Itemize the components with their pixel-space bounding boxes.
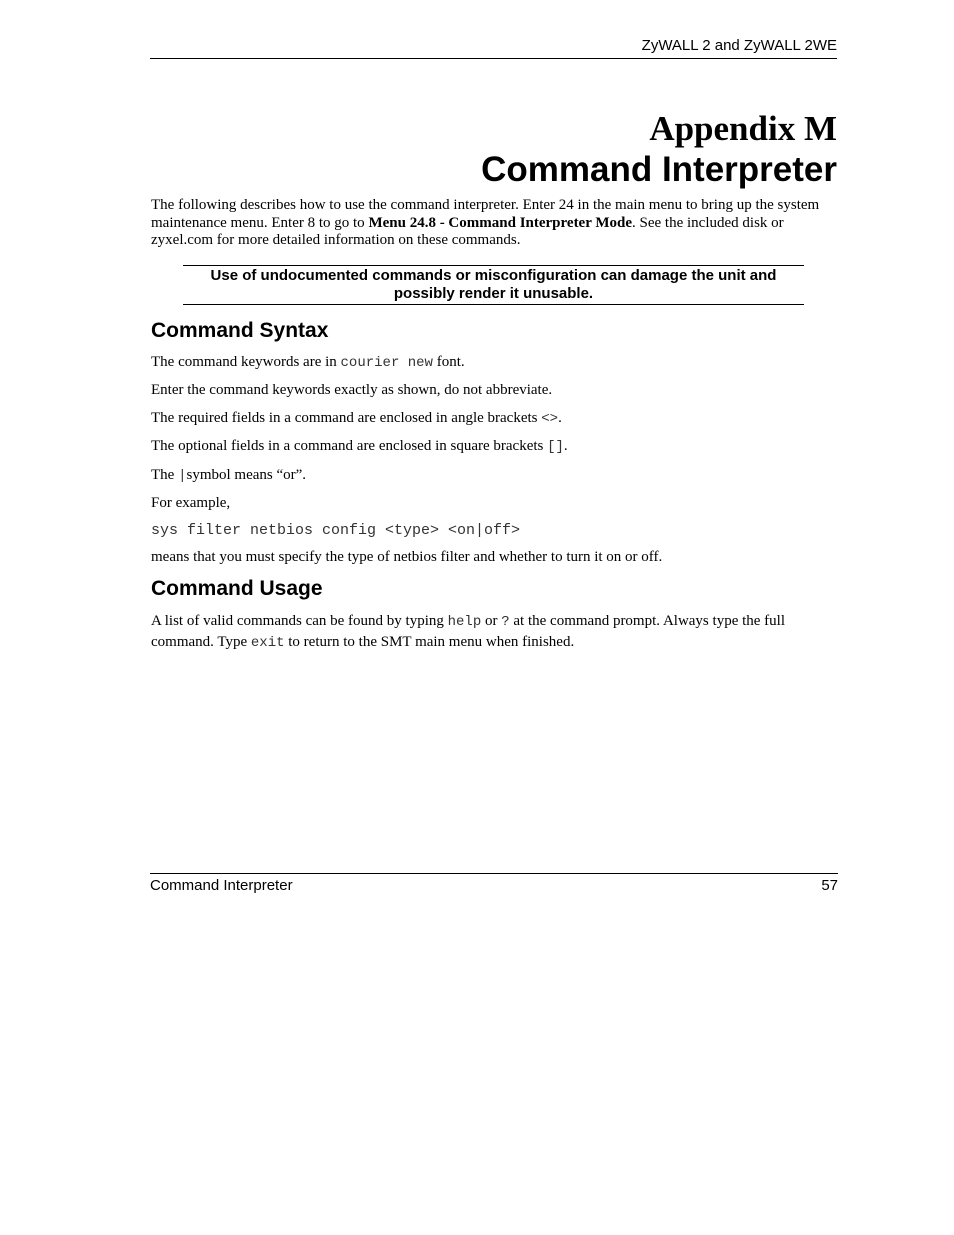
exit-command: exit (250, 635, 285, 651)
warning-box (183, 265, 804, 305)
angle-brackets: <> (541, 411, 559, 427)
running-header: ZyWALL 2 and ZyWALL 2WE (150, 36, 837, 59)
syntax-or-note: The |symbol means “or”. (151, 467, 307, 484)
syntax-abbreviate-note: Enter the command keywords exactly as shown, do not abbreviate. (151, 382, 553, 398)
usage-paragraph: A list of valid commands can be found by typing help or ? at the command prompt. Always type the full command. Type exit to return to the SMT main menu when finished. (151, 613, 786, 651)
running-footer (150, 873, 838, 896)
page-number: 57 (821, 877, 838, 894)
warning-line-1: Use of undocumented commands or misconfiguration can damage the unit and (210, 267, 777, 284)
chapter-title (150, 108, 837, 190)
intro-paragraph (151, 197, 831, 250)
menu-reference: Menu 24.8 - Command Interpreter Mode (368, 214, 633, 231)
square-brackets: [] (547, 439, 564, 455)
intro-text: The following describes how to use the command interpreter. Enter 24 in the main menu to bring up the system maintenance menu. Enter 8 to go to (151, 197, 820, 231)
command-syntax-heading: Command Syntax (151, 319, 329, 342)
syntax-optional-note: The optional fields in a command are enclosed in square brackets []. (151, 438, 568, 455)
syntax-required-note: The required fields in a command are enclosed in angle brackets <>. (151, 410, 562, 427)
warning-line-2: possibly render it unusable. (393, 285, 594, 302)
example-explanation: means that you must specify the type of netbios filter and whether to turn it on or off. (151, 549, 663, 565)
code-font-sample: courier new (340, 355, 433, 371)
pipe-symbol: | (178, 468, 187, 484)
command-usage-heading: Command Usage (151, 577, 323, 600)
footer-chapter: Command Interpreter (150, 877, 293, 894)
intro-text-end: . See the included disk or zyxel.com for more detailed information on these commands. (151, 214, 784, 248)
question-command: ? (501, 614, 510, 630)
syntax-font-note: The command keywords are in courier new font. (151, 354, 465, 371)
help-command: help (447, 614, 482, 630)
example-command: sys filter netbios config <type> <on|off> (151, 522, 521, 539)
appendix-label: Appendix M (649, 109, 837, 148)
example-intro: For example, (151, 495, 231, 511)
chapter-name: Command Interpreter (481, 150, 837, 189)
